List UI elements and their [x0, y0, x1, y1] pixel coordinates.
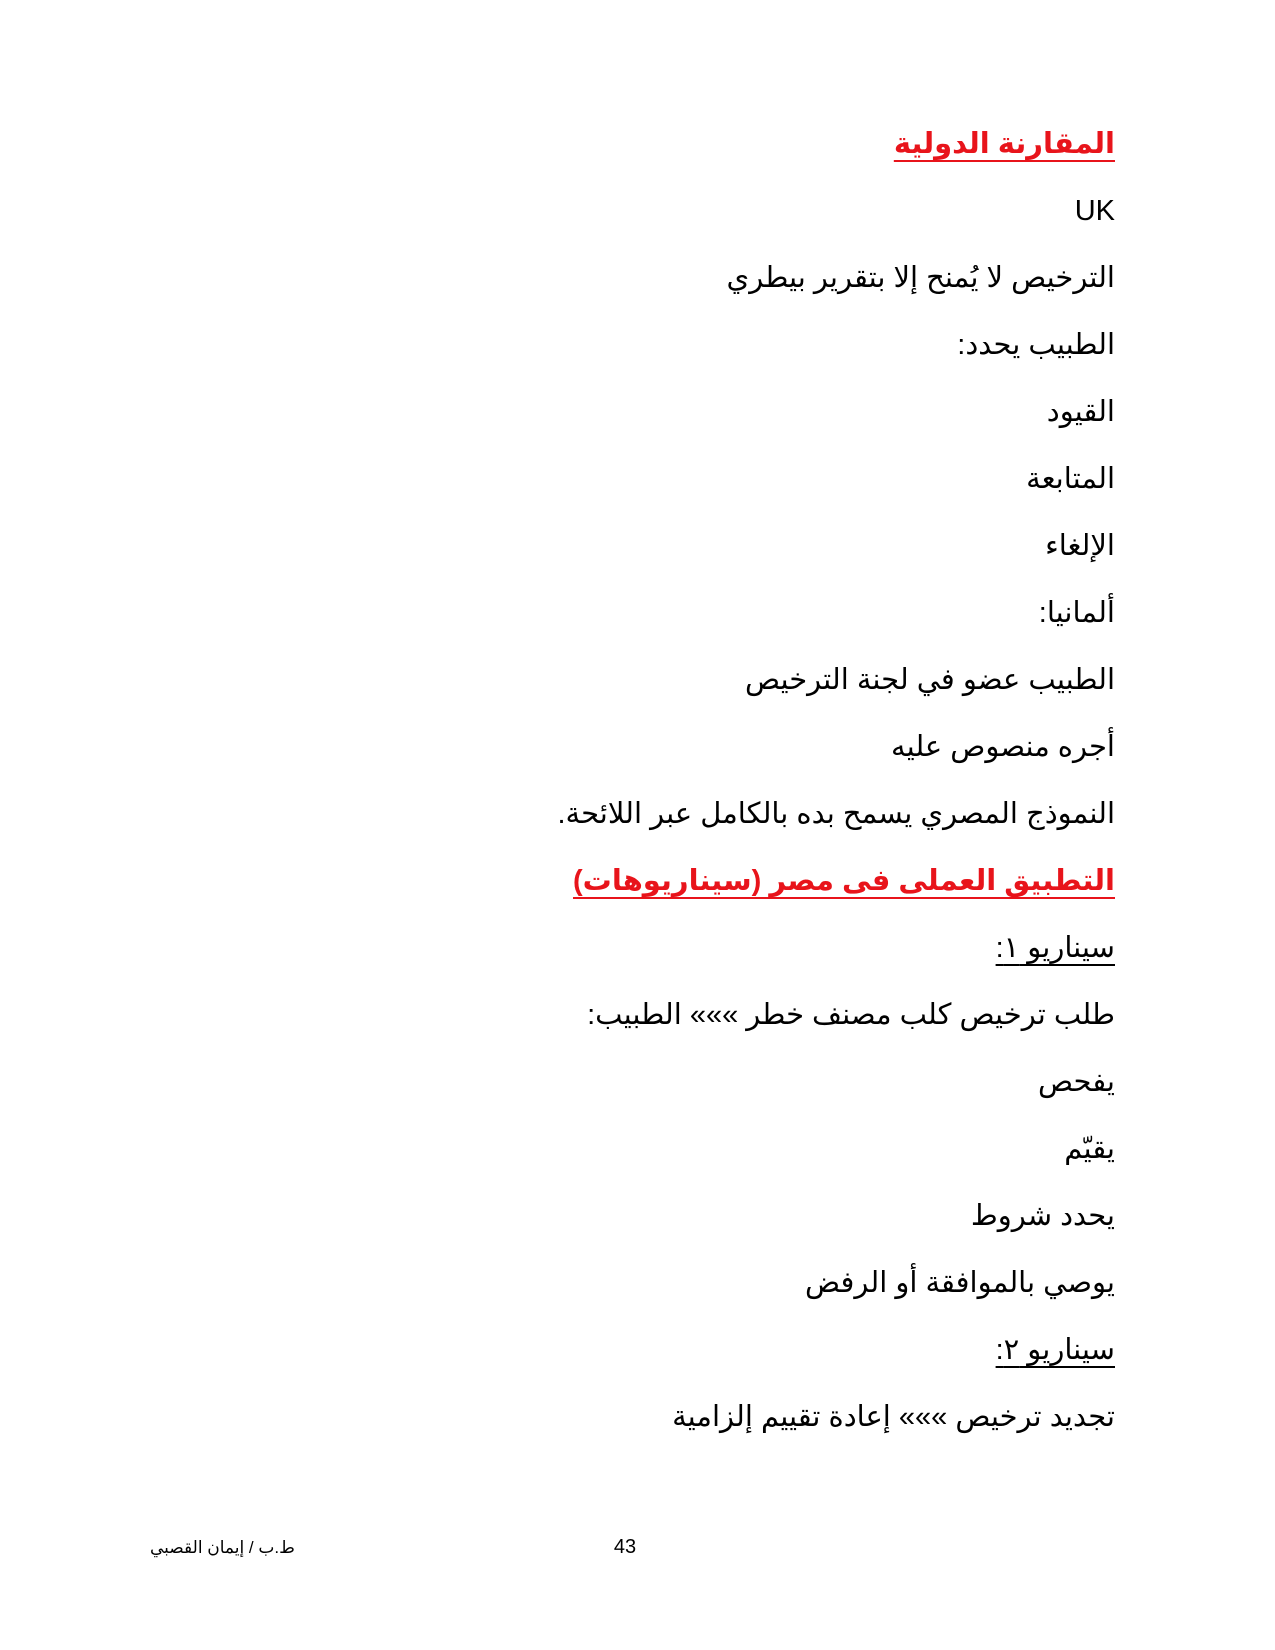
page-content	[415, 128, 1115, 1468]
country-uk: UK	[1074, 195, 1115, 227]
uk-item-cancellation: الإلغاء	[1045, 530, 1115, 562]
scenario-1-description: طلب ترخيص كلب مصنف خطر »»» الطبيب:	[587, 999, 1115, 1031]
uk-item-restrictions: القيود	[1046, 396, 1115, 428]
heading-practical-application: التطبيق العملى فى مصر (سيناريوهات)	[573, 865, 1115, 897]
germany-fee-stipulated: أجره منصوص عليه	[891, 731, 1115, 763]
uk-vet-determines: الطبيب يحدد:	[957, 329, 1115, 361]
footer-author: ط.ب / إيمان القصبي	[150, 1538, 295, 1557]
scenario-2-description: تجديد ترخيص »»» إعادة تقييم إلزامية	[672, 1401, 1115, 1433]
uk-item-followup: المتابعة	[1026, 463, 1115, 495]
heading-international-comparison: المقارنة الدولية	[893, 128, 1115, 160]
scenario-2-title: سيناريو ٢:	[995, 1334, 1115, 1366]
scenario-1-step-evaluate: يقيّم	[1064, 1133, 1115, 1165]
scenario-1-step-recommend: يوصي بالموافقة أو الرفض	[805, 1267, 1115, 1299]
egyptian-model-note: النموذج المصري يسمح بده بالكامل عبر اللائحة.	[557, 798, 1115, 830]
scenario-1-title: سيناريو ١:	[995, 932, 1115, 964]
uk-license-condition: الترخيص لا يُمنح إلا بتقرير بيطري	[726, 262, 1115, 294]
page-number: 43	[613, 1536, 637, 1558]
germany-vet-committee: الطبيب عضو في لجنة الترخيص	[744, 664, 1115, 696]
scenario-1-step-examine: يفحص	[1038, 1066, 1115, 1098]
country-germany: ألمانيا:	[1038, 597, 1115, 629]
scenario-1-step-conditions: يحدد شروط	[970, 1200, 1115, 1232]
